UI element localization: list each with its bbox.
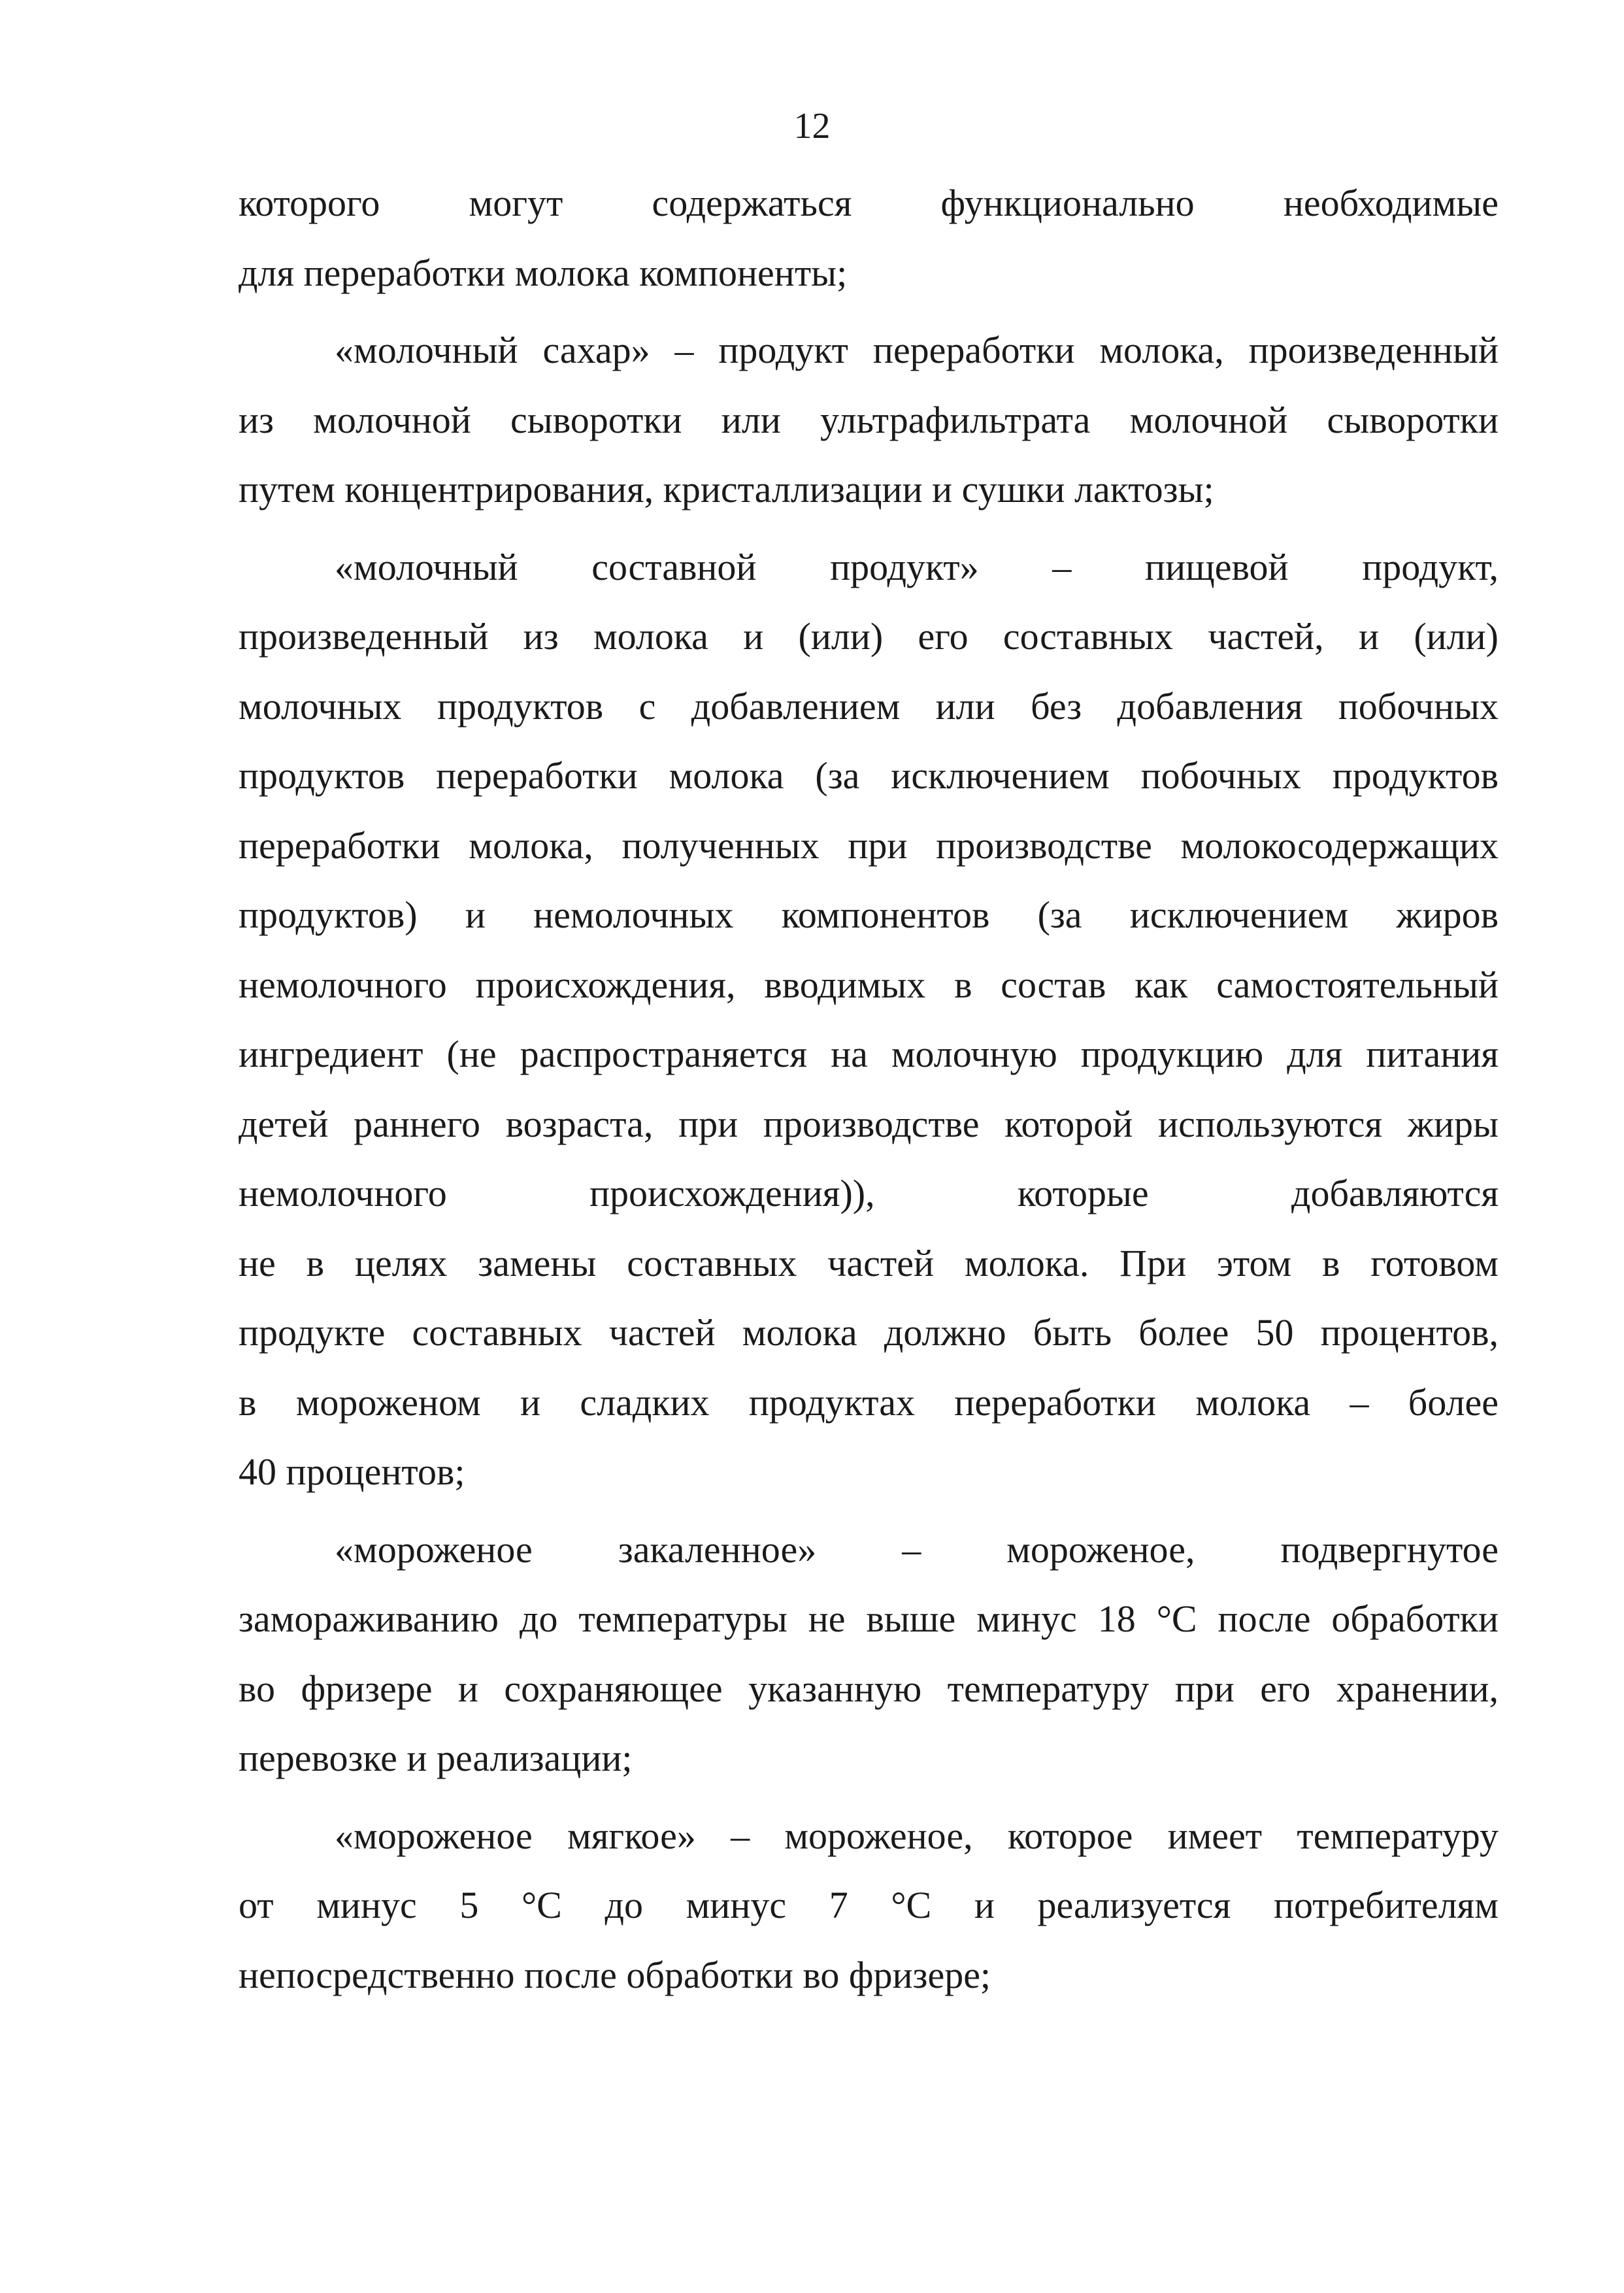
- text-line: непосредственно после обработки во фризере;: [239, 1953, 991, 1996]
- text-line: немолочного происхождения)), которые добавляются: [239, 1172, 1499, 1214]
- text-line: переработки молока, полученных при производстве молокосодержащих: [239, 824, 1499, 867]
- text-line: в мороженом и сладких продуктах переработки молока – более: [239, 1381, 1499, 1424]
- text-line: «мороженое закаленное» – мороженое, подвергнутое: [335, 1528, 1499, 1571]
- text-line: продуктов переработки молока (за исключением побочных продуктов: [239, 754, 1499, 797]
- text-line: детей раннего возраста, при производстве которой используются жиры: [239, 1102, 1499, 1145]
- text-line: путем концентрирования, кристаллизации и сушки лактозы;: [239, 468, 1214, 510]
- text-line: от минус 5 °С до минус 7 °С и реализуется потребителям: [239, 1884, 1499, 1926]
- text-line: замораживанию до температуры не выше минус 18 °С после обработки: [239, 1598, 1499, 1640]
- paragraph-continuation: [239, 169, 1499, 308]
- text-line: из молочной сыворотки или ультрафильтрата молочной сыворотки: [239, 398, 1499, 441]
- paragraph-morozhenoe-myagkoe: [239, 1801, 1499, 2011]
- text-line: молочных продуктов с добавлением или без добавления побочных: [239, 684, 1499, 728]
- text-line: которого могут содержаться функционально необходимые: [239, 182, 1499, 224]
- text-line: во фризере и сохраняющее указанную температуру при его хранении,: [239, 1667, 1499, 1710]
- text-line: продукте составных частей молока должно быть более 50 процентов,: [239, 1311, 1499, 1354]
- paragraph-molochny-sostavnoy-produkt: [239, 533, 1499, 1507]
- text-line: для переработки молока компоненты;: [239, 251, 848, 294]
- text-line: 40 процентов;: [239, 1450, 465, 1493]
- paragraph-molochny-sakhar: [239, 316, 1499, 525]
- text-line: «молочный сахар» – продукт переработки молока, произведенный: [335, 329, 1499, 371]
- text-line: не в целях замены составных частей молока. При этом в готовом: [239, 1241, 1499, 1284]
- text-line: немолочного происхождения, вводимых в состав как самостоятельный: [239, 963, 1499, 1006]
- paragraph-morozhenoe-zakalennoe: [239, 1515, 1499, 1794]
- text-line: перевозке и реализации;: [239, 1737, 633, 1779]
- text-line: ингредиент (не распространяется на молочную продукцию для питания: [239, 1033, 1499, 1075]
- text-line: продуктов) и немолочных компонентов (за исключением жиров: [239, 894, 1499, 936]
- text-line: «молочный составной продукт» – пищевой продукт,: [335, 545, 1499, 588]
- page-number: 12: [793, 106, 831, 146]
- document-body: [239, 169, 1499, 2010]
- text-line: «мороженое мягкое» – мороженое, которое имеет температуру: [335, 1814, 1499, 1857]
- text-line: произведенный из молока и (или) его составных частей, и (или): [239, 615, 1499, 658]
